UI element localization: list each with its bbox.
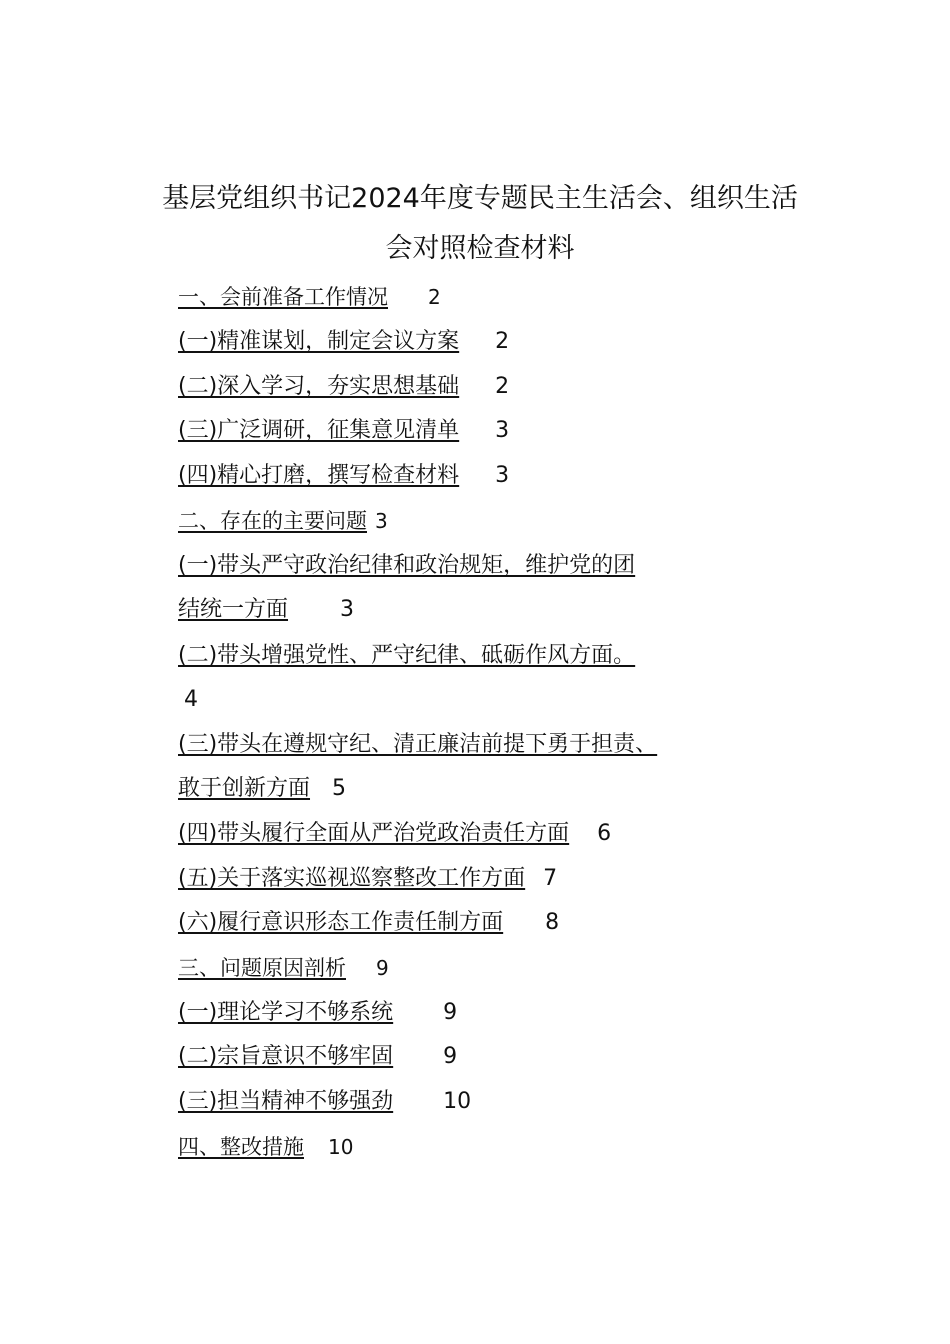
toc-entry-2[interactable] <box>178 507 388 535</box>
toc-entry-2-4[interactable] <box>178 820 611 848</box>
toc-entry-2-2[interactable] <box>178 642 645 670</box>
toc-entry-page: 4 <box>184 687 198 712</box>
document-title-line-1: 基层党组织书记2024年度专题民主生活会、组织生活 <box>162 183 798 214</box>
toc-entry-page: 9 <box>376 956 389 980</box>
toc-entry-text: (五)关于落实巡视巡察整改工作方面 <box>178 866 526 891</box>
toc-entry-text: (三)带头在遵规守纪、清正廉洁前提下勇于担责、 <box>178 732 658 757</box>
toc-entry-text: 一、会前准备工作情况 <box>178 285 388 309</box>
toc-entry-page: 8 <box>545 910 560 935</box>
toc-entry-2-2-continued[interactable] <box>178 686 198 714</box>
toc-entry-text: (四)带头履行全面从严治党政治责任方面 <box>178 821 570 846</box>
toc-entry-page: 2 <box>428 285 441 309</box>
toc-entry-1-1[interactable] <box>178 328 509 356</box>
toc-entry-page: 10 <box>328 1135 354 1159</box>
toc-entry-4[interactable] <box>178 1133 353 1161</box>
toc-entry-page: 3 <box>340 597 355 622</box>
toc-entry-page: 3 <box>495 463 510 488</box>
toc-entry-2-3[interactable] <box>178 731 657 759</box>
toc-entry-text: 三、问题原因剖析 <box>178 956 346 980</box>
toc-entry-2-1[interactable] <box>178 552 635 580</box>
toc-entry-2-5[interactable] <box>178 865 557 893</box>
toc-entry-page: 5 <box>332 776 347 801</box>
toc-entry-2-1-continued[interactable] <box>178 596 354 624</box>
toc-entry-page: 2 <box>495 329 510 354</box>
toc-entry-text: (三)担当精神不够强劲 <box>178 1089 394 1114</box>
toc-entry-text: (二)深入学习，夯实思想基础 <box>178 374 460 399</box>
toc-entry-text: (二)宗旨意识不够牢固 <box>178 1044 394 1069</box>
toc-entry-3-3[interactable] <box>178 1088 471 1116</box>
toc-entry-text: (三)广泛调研，征集意见清单 <box>178 418 460 443</box>
toc-entry-page: 10 <box>443 1089 472 1114</box>
toc-entry-page: 9 <box>443 1000 458 1025</box>
toc-entry-page: 2 <box>495 374 510 399</box>
toc-entry-1-2[interactable] <box>178 373 509 401</box>
toc-entry-text: (一)精准谋划，制定会议方案 <box>178 329 460 354</box>
toc-entry-text: (四)精心打磨，撰写检查材料 <box>178 463 460 488</box>
toc-entry-text: 四、整改措施 <box>178 1135 304 1159</box>
document-title-line-2: 会对照检查材料 <box>385 233 575 264</box>
toc-entry-text: 结统一方面 <box>178 597 289 622</box>
toc-entry-1-3[interactable] <box>178 417 509 445</box>
toc-entry-3-2[interactable] <box>178 1043 457 1071</box>
toc-entry-text: 敢于创新方面 <box>178 776 311 801</box>
toc-entry-3[interactable] <box>178 954 389 982</box>
toc-entry-text: (六)履行意识形态工作责任制方面 <box>178 910 504 935</box>
toc-entry-1[interactable] <box>178 283 441 311</box>
toc-entry-page: 9 <box>443 1044 458 1069</box>
toc-entry-3-1[interactable] <box>178 999 457 1027</box>
toc-entry-page: 6 <box>597 821 612 846</box>
toc-entry-2-3-continued[interactable] <box>178 775 346 803</box>
toc-entry-text: (一)理论学习不够系统 <box>178 1000 394 1025</box>
toc-entry-page: 3 <box>375 509 388 533</box>
toc-entry-page: 3 <box>495 418 510 443</box>
toc-entry-1-4[interactable] <box>178 462 509 490</box>
toc-entry-text: 二、存在的主要问题 <box>178 509 367 533</box>
toc-entry-text: (二)带头增强党性、严守纪律、砥砺作风方面。 <box>178 643 636 668</box>
toc-entry-page: 7 <box>543 866 558 891</box>
toc-entry-2-6[interactable] <box>178 909 559 937</box>
toc-entry-text: (一)带头严守政治纪律和政治规矩，维护党的团 <box>178 553 636 578</box>
